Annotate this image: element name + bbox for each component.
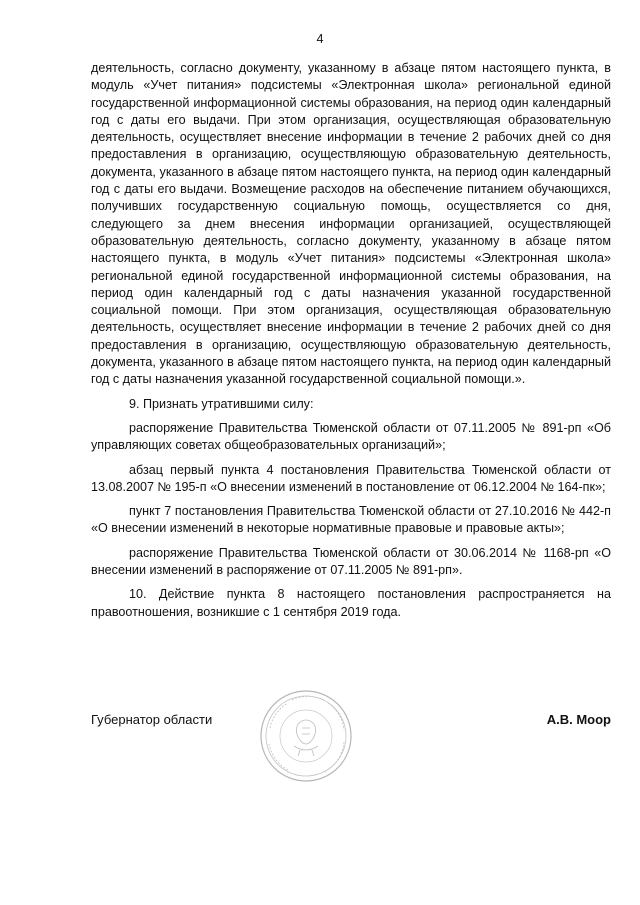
paragraph-repeal-1: распоряжение Правительства Тюменской области от 07.11.2005 № 891-рп «Об управляющих советах общеобразовательных организаций»; xyxy=(91,420,611,453)
signatory-name: А.В. Моор xyxy=(546,712,611,727)
paragraph-repeal-2: абзац первый пункта 4 постановления Правительства Тюменской области от 13.08.2007 № 195-п «О внесении изменений в постановление от 06.12.2004 № 164-пк»; xyxy=(91,462,611,494)
paragraph-repeal-4: распоряжение Правительства Тюменской области от 30.06.2014 № 1168-рп «О внесении изменений в распоряжение от 07.11.2005 № 891-рп». xyxy=(91,545,611,578)
page-number: 4 xyxy=(316,32,324,46)
paragraph-continuation: деятельность, согласно документу, указанному в абзаце пятом настоящего пункта, в модуль «Учет питания» подсистемы «Электронная школа» региональной единой государственной информационной системы образования, на период один календарный год с даты его выдачи. При этом организация, осуществляющая образовательную деятельность, осуществляет внесение информации в течение 2 рабочих дней со дня предоставления в организацию, осуществляющую образовательную деятельность, документа, указанного в абзаце пятом настоящего пункта, на период один календарный год с даты его выдачи. Возмещение расходов на обеспечение питанием обучающихся, получивших государственную социальную помощь, осуществляется со дня, следующего за днем внесения информации организацией, осуществляющей образовательную деятельность, согласно документу, указанному в абзаце пятом настоящего пункта, в модуль «Учет питания» подсистемы «Электронная школа» региональной единой государственной информационной системы образования, на период один календарный год с даты назначения указанной государственной социальной помощи. При этом организация, осуществляющая образовательную деятельность, осуществляет внесение информации в течение 2 рабочих дней со дня предоставления в организацию, осуществляющую образовательную деятельность, документа, указанного в абзаце пятом настоящего пункта, на период один календарный год с даты назначения указанной государственной социальной помощи.». xyxy=(91,61,611,387)
signatory-position: Губернатор области xyxy=(91,712,213,727)
paragraph-repeal-3: пункт 7 постановления Правительства Тюменской области от 27.10.2016 № 442-п «О внесении изменений в некоторые нормативные правовые и правовые акты»; xyxy=(91,504,611,536)
official-seal-icon xyxy=(258,688,354,784)
document-body xyxy=(91,60,611,621)
paragraph-item-10: 10. Действие пункта 8 настоящего постановления распространяется на правоотношения, возникшие с 1 сентября 2019 года. xyxy=(91,587,611,619)
paragraph-item-9: 9. Признать утратившими силу: xyxy=(129,396,314,411)
